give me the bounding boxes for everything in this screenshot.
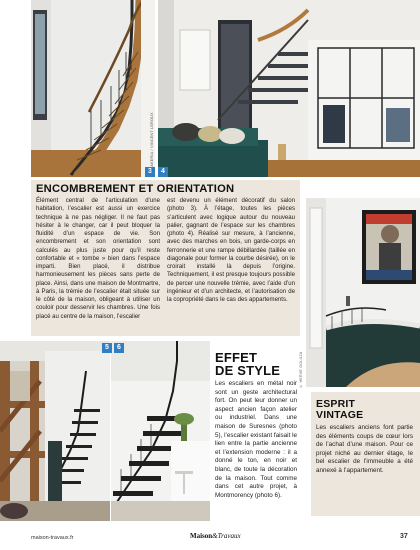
photo-vintage-staircase (306, 198, 420, 387)
footer-brand-part1: Maison (190, 532, 213, 540)
effet-title-line2: DE STYLE (215, 363, 281, 378)
footer-brand-part2: &Travaux (212, 532, 241, 540)
photo-6-badge: 6 (114, 343, 124, 353)
footer-url: maison-travaux.fr (31, 535, 74, 541)
photo-5-badge: 5 (102, 343, 112, 353)
photo-3-badge: 3 (145, 167, 155, 177)
esprit-title-line1: ESPRIT (316, 398, 356, 410)
encombrement-text-col1: Élément central de l’articulation d’une habitation, l’escalier est aussi un exercice technique à ne pas négliger. Il ne faut pas hésiter à le changer, car il peut bloquer la fluidité d’un espace de vie. Son encombrement et son orientation sont calculés au plus juste pour qu’il reste confortable et « tombe » bien dans l’espace imparti. Bien placé, il distribue harmonieusement les pièces sans perte de place. Ainsi, dans une maison de Montmartre, à Paris, la trémie de l’escalier était située sur le côté de la maison, obligeant à utiliser un couloir pour desservir les chambres. Une fois placé au centre de la maison, l’escalier (36, 198, 160, 320)
footer-brand (190, 532, 241, 540)
encombrement-text-col2: est devenu un élément décoratif du salon (photo 3). À l’étage, toutes les pièces s’articulent avec logique autour du nouveau palier, gagnant de l’espace sur les chambres (photo 4). Réalisé sur mesure, à l’ancienne, avec des marches en bois, un garde-corps en ferronnerie et une rampe débillardée (taillée en diagonale pour former la courbe désirée), on le croirait installé là depuis l’origine. Techniquement, il est presque toujours possible de percer une nouvelle trémie, avec l’aide d’un ingénieur et d’un architecte, et l’autorisation de la copropriété dans le cas des appartements. (167, 198, 295, 303)
esprit-text: Les escaliers anciens font partie des éléments coups de cœur lors de l’achat d’une maison. Pour ce projet niché au dernier étage, le bel escalier de l’immeuble a été annexé à l’appartement. (316, 424, 413, 474)
photo-3-montmartre-staircase (31, 0, 155, 177)
effet-title-line1: EFFET (215, 350, 258, 365)
photo-6-montmorency-staircase (111, 341, 210, 521)
page-number: 37 (400, 533, 408, 540)
photo-5-suresnes-staircase (0, 341, 110, 521)
photo-4-living-room-staircase (158, 0, 420, 177)
photo-credit-2: © HERVÉ GOLUZA (299, 351, 303, 388)
effet-text: Les escaliers en métal noir sont un geste architectural fort. On peut leur donner un aspect ancien façon atelier ou industriel. Dans une maison de Suresnes (photo 5), l’escalier existant faisait le lien entre la partie ancienne et l’extension moderne : il a donné le ton, en noir et blanc, de toute la décoration de la maison. Tout comme dans cet autre projet, à Montmorency (photo 6). (215, 380, 297, 499)
photo-credit: © AKERIA / VINCENT LEROUX (150, 112, 154, 172)
photo-4-badge: 4 (158, 167, 168, 177)
encombrement-title: ENCOMBREMENT ET ORIENTATION (36, 183, 235, 195)
esprit-title-line2: VINTAGE (316, 409, 364, 421)
